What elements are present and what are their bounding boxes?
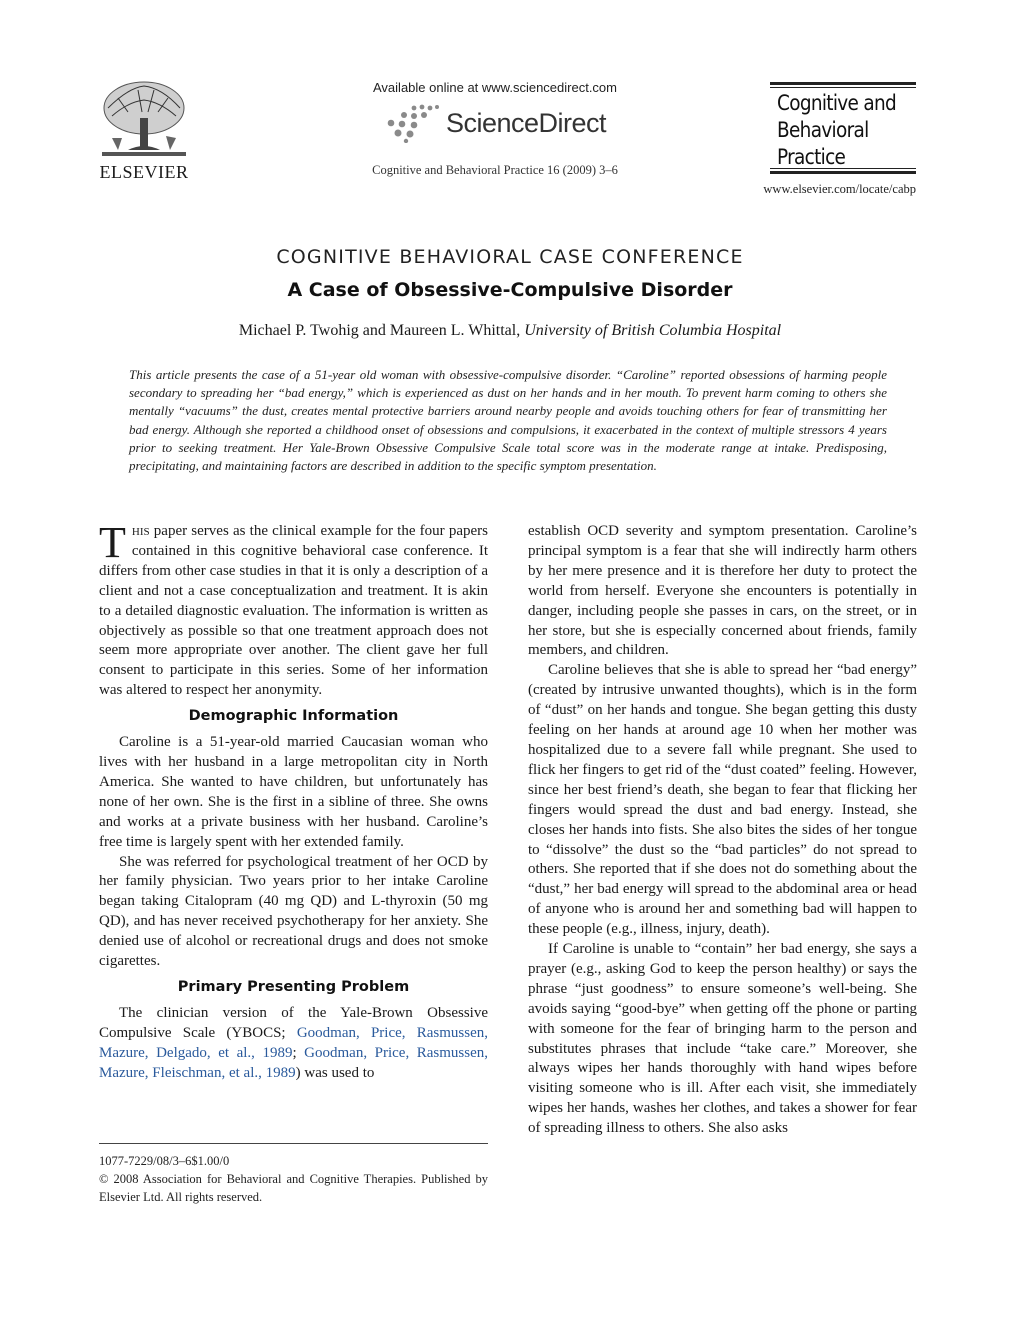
intro-paragraph (99, 518, 488, 701)
body-paragraph: establish OCD severity and symptom presentation. Caroline’s principal symptom is a fear that she will indirectly harm others by her mere presence and it is therefore her duty to protect the world from herself. Everyone she encounters is potentially in danger, including people she passes in cars, on the street, or in her store, but she is especially concerned about friends, family members, and children. (528, 523, 917, 659)
citation-separator: ; (292, 1044, 305, 1061)
issn-line: 1077-7229/08/3–6$1.00/0 (99, 1154, 230, 1168)
presenting-paragraph (99, 1004, 488, 1084)
journal-reference: Cognitive and Behavioral Practice 16 (2009) 3–6 (372, 163, 618, 177)
body-column-right (528, 522, 917, 1139)
citation-link[interactable]: Goodman, Price, Rasmussen, Mazure, Delgado, et al., 1989 (99, 1024, 488, 1061)
sciencedirect-header (330, 80, 660, 178)
elsevier-logo (96, 78, 192, 183)
body-column-left (99, 518, 488, 1083)
section-kicker: COGNITIVE BEHAVIORAL CASE CONFERENCE (276, 246, 744, 268)
publisher-name: ELSEVIER (99, 162, 189, 182)
body-paragraph: Caroline believes that she is able to spread her “bad energy” (created by intrusive unwanted thoughts), which is in the form of “dust” on her hands and tongue. She began getting this dusty feeling on her hands at around age 10 when her mother was hospitalized due to a severe fall while pregnant. She used to flick her fingers to get rid of the “dust coated” feeling. However, since her best friend’s death, she began to fear that flicking her fingers would spread the dust and bad energy. Instead, she closes her hands into fists. She also bites the sides of her tongue to “dissolve” the dust so the “bad particles” do not spread to others. She reported that if she does not do something about the “dust,” her bad energy will spread to the abdominal area or head of anyone who is around her and something bad will happen to these people (e.g., illness, injury, death). (528, 662, 917, 938)
elsevier-tree-icon (98, 78, 190, 160)
available-online[interactable]: Available online at www.sciencedirect.com (373, 80, 617, 95)
sciencedirect-dots-icon (384, 103, 442, 143)
demographic-paragraph: Caroline is a 51-year-old married Caucasian woman who lives with her husband in a large metropolitan city in North America. She wanted to have children, but unfortunately has none of her own. She is the first in a sibline of three. She owns and works at a private business with her husband. Caroline’s free time is largely spent with her extended family. (99, 734, 488, 850)
journal-title-line: Practice (777, 145, 846, 169)
presenting-text-start: The clinician version of the Yale-Brown Obsessive Compulsive Scale (YBOCS; (99, 1004, 488, 1041)
abstract: This article presents the case of a 51-year old woman with obsessive-compulsive disorder. “Caroline” reported obsessions of harming people secondary to spreading her “bad energy,” which is experienced as dust on her hands and in her mouth. To prevent harm coming to others she mentally “vacuums” the dust, creates mental protective barriers around nearby people and avoids touching others for fear of transmitting her bad energy. Although she reported a childhood onset of obsessions and compulsions, it exacerbated in the context of multiple stressors 4 years prior to seeking treatment. Her Yale-Brown Obsessive Compulsive Scale total score was in the moderate range at intake. Predisposing, precipitating, and maintaining factors are described in addition to the specific symptom presentation. (129, 367, 887, 474)
intro-small-caps: his (131, 523, 150, 539)
footnote (99, 1152, 488, 1206)
sciencedirect-wordmark: ScienceDirect (445, 107, 607, 138)
heading-primary-presenting-problem: Primary Presenting Problem (177, 978, 410, 995)
citation-link[interactable]: Goodman, Price, Rasmussen, Mazure, Fleischman, et al., 1989 (99, 1044, 488, 1081)
demographic-paragraph: She was referred for psychological treatment of her OCD by her family physician. Two years prior to her intake Caroline began taking Citalopram (40 mg QD) and L-thyroxin (50 mg QD), and has never received psychotherapy for her anxiety. She denied use of alcohol or recreational drugs and does not smoke cigarettes. (99, 853, 488, 970)
sciencedirect-logo[interactable] (330, 101, 660, 145)
journal-title-line: Behavioral (777, 118, 869, 142)
journal-url-link[interactable]: www.elsevier.com/locate/cabp (763, 182, 916, 196)
footnote-divider (99, 1143, 488, 1144)
journal-title-logo (770, 82, 916, 174)
article-title: A Case of Obsessive-Compulsive Disorder (287, 279, 733, 301)
copyright-line: © 2008 Association for Behavioral and Cognitive Therapies. Published by Elsevier Ltd. All rights reserved. (99, 1172, 488, 1204)
intro-text: paper serves as the clinical example for the four papers contained in this cognitive behavioral case conference. It differs from other case studies in that it is only a description of a client and not a case conceptualization and treatment. It is akin to a detailed diagnostic evaluation. The information is written as objectively as possible so that one treatment approach does not seem more appropriate over another. The client gave her full consent to participate in this series. Some of her information was altered to respect her anonymity. (99, 523, 488, 699)
body-paragraph: If Caroline is unable to “contain” her bad energy, she says a prayer (e.g., asking God to keep the person healthy) or says the phrase “just goodness” to ensure someone’s well-being. She avoids saying “good-bye” when getting off the phone or parting with someone for the fear of bringing harm to the person and substitutes phrases that include “take care.” Moreover, she always wipes her hands thoroughly with hand wipes before visiting someone who is ill. After each visit, she immediately wipes her hands, washes her clothes, and takes a shower for fear of spreading illness to others. She also asks (528, 941, 917, 1137)
author-line (0, 322, 1020, 340)
author-affiliation: University of British Columbia Hospital (524, 322, 782, 339)
heading-demographic-information: Demographic Information (188, 708, 399, 725)
author-names: Michael P. Twohig and Maureen L. Whittal, (238, 322, 521, 339)
drop-cap: T (99, 518, 126, 567)
presenting-text-end: ) was used to (295, 1064, 375, 1081)
journal-title-line: Cognitive and (777, 91, 897, 115)
